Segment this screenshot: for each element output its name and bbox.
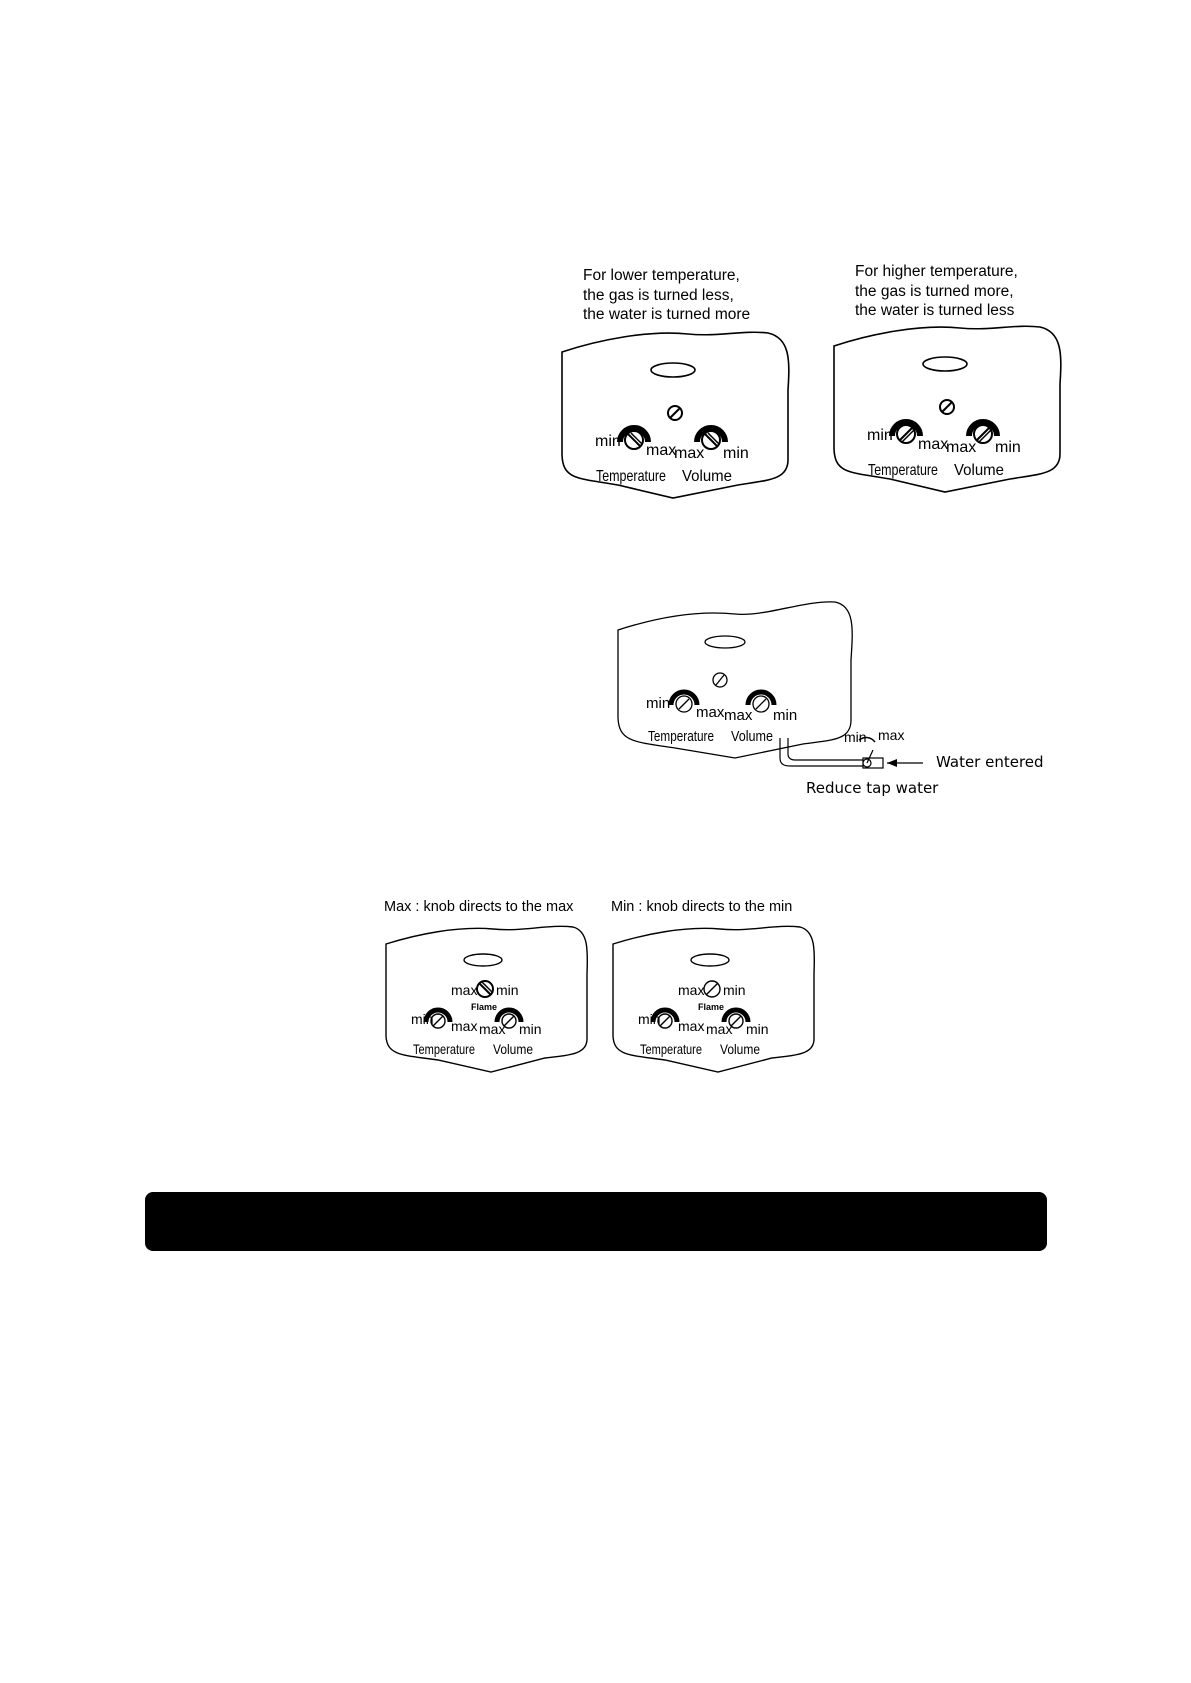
flame-max-label: max	[451, 982, 478, 998]
display-window	[464, 954, 502, 966]
flame-label: Flame	[471, 1002, 498, 1012]
vol-max-label: max	[479, 1021, 506, 1037]
vol-min-label: min	[773, 707, 798, 724]
temperature-knob-icon	[620, 428, 648, 449]
display-window	[923, 357, 967, 371]
flame-min-label: min	[723, 982, 746, 998]
higher-caption-line-1: For higher temperature,	[855, 263, 1018, 280]
flame-label: Flame	[698, 1002, 725, 1012]
temperature-label: Temperature	[648, 728, 714, 745]
water-entered-label: Water entered	[936, 753, 1044, 771]
flame-min-label: min	[496, 982, 519, 998]
lower-temp-caption	[583, 266, 750, 325]
vol-min-label: min	[995, 439, 1021, 456]
volume-label: Volume	[682, 468, 733, 485]
higher-caption-line-2: the gas is turned more,	[855, 282, 1014, 300]
heater-panel-flame-max	[383, 924, 593, 1074]
water-flow-arrow-icon	[887, 759, 923, 767]
vol-max-label: max	[946, 439, 977, 456]
gas-screw-icon	[668, 406, 682, 420]
volume-label: Volume	[493, 1041, 534, 1057]
vol-max-label: max	[724, 707, 753, 724]
display-window	[691, 954, 729, 966]
volume-label: Volume	[954, 462, 1005, 479]
vol-min-label: min	[519, 1021, 542, 1037]
flame-knob-icon	[477, 981, 493, 997]
vol-min-label: min	[746, 1021, 769, 1037]
volume-label: Volume	[731, 728, 773, 745]
vol-max-label: max	[674, 445, 705, 462]
flame-knob-icon	[704, 981, 720, 997]
temperature-knob-icon	[892, 422, 920, 443]
temperature-label: Temperature	[596, 468, 667, 485]
higher-caption-line-3: the water is turned less	[855, 302, 1015, 319]
temperature-knob-icon	[671, 692, 697, 712]
valve-max-label: max	[878, 727, 905, 743]
max-flame-caption: Max : knob directs to the max	[384, 899, 574, 915]
temperature-label: Temperature	[640, 1041, 703, 1057]
volume-label: Volume	[720, 1041, 761, 1057]
temperature-label: Temperature	[868, 462, 939, 479]
temp-max-label: max	[918, 436, 949, 453]
temp-min-label: min	[595, 433, 621, 450]
temp-min-label: min	[867, 427, 893, 444]
heater-panel-flame-min	[610, 924, 820, 1074]
reduce-tap-water-label: Reduce tap water	[806, 779, 939, 797]
section-header-bar	[145, 1192, 1047, 1251]
lower-caption-line-3: the water is turned more	[583, 306, 751, 323]
lower-caption-line-2: the gas is turned less,	[583, 286, 734, 304]
min-flame-caption: Min : knob directs to the min	[611, 899, 793, 915]
heater-panel-lower-temp	[558, 330, 798, 500]
temp-min-label: min	[638, 1011, 661, 1027]
temp-min-label: min	[646, 695, 671, 712]
vol-min-label: min	[723, 445, 749, 462]
valve-min-label: min	[844, 729, 867, 745]
gas-screw-icon	[940, 400, 954, 414]
gas-screw-icon	[713, 673, 727, 687]
display-window	[705, 636, 745, 648]
temp-max-label: max	[678, 1018, 705, 1034]
temp-max-label: max	[696, 704, 725, 721]
higher-temp-caption	[855, 262, 1018, 321]
lower-caption-line-1: For lower temperature,	[583, 267, 740, 284]
vol-max-label: max	[706, 1021, 733, 1037]
flame-max-label: max	[678, 982, 705, 998]
display-window	[651, 363, 695, 377]
temp-min-label: min	[411, 1011, 434, 1027]
heater-panel-higher-temp	[830, 324, 1070, 494]
temperature-label: Temperature	[413, 1041, 476, 1057]
temp-max-label: max	[646, 442, 677, 459]
temp-max-label: max	[451, 1018, 478, 1034]
